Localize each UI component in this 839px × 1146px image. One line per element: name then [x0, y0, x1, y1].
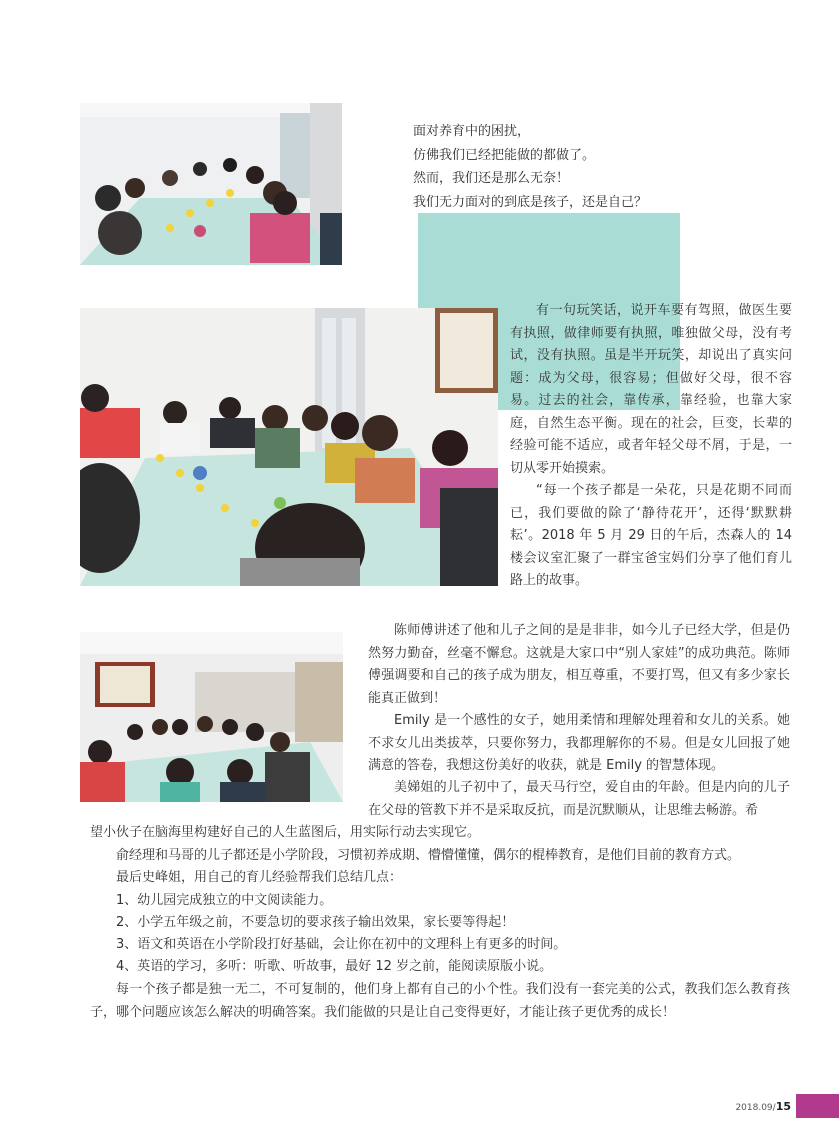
page-number: [735, 1100, 791, 1113]
tip-item: 3、语文和英语在小学阶段打好基础，会让你在初中的文理科上有更多的时间。: [116, 937, 567, 952]
paragraph-emily: Emily 是一个感性的女子，她用柔情和理解处理着和女儿的关系。她不求女儿出类拔萃，只要你努力，我都理解你的不易。但是女儿回报了她满意的答卷，我想这份美好的收获，就是 Emily 的智慧体现。: [368, 713, 790, 773]
paragraph-event: “每一个孩子都是一朵花，只是花期不同而已，我们要做的除了‘静待花开’，还得‘默默耕耘’。2018 年 5 月 29 日的午后，杰森人的 14 楼会议室汇聚了一群宝爸宝妈们分享了他们育儿路上的故事。: [510, 483, 792, 588]
poem-line: 仿佛我们已经把能做的都做了。: [413, 147, 596, 163]
paragraph-yu: 俞经理和马哥的儿子都还是小学阶段，习惯初养成期、懵懵懂懂，偶尔的棍棒教育，是他们目前的教育方式。: [116, 848, 741, 863]
meeting-photo-3: [80, 632, 343, 802]
meeting-photo-2: [80, 308, 498, 586]
intro-poem: [413, 120, 713, 214]
paragraph-meidi: 美娣姐的儿子初中了，最天马行空，爱自由的年龄。但是内向的儿子在父母的管教下并不是采取反抗，而是沉默顺从，让思维去畅游。希: [368, 780, 790, 818]
page-number-value: 15: [775, 1100, 791, 1113]
issue-date: 2018.09/: [735, 1103, 776, 1113]
poem-line: 我们无力面对的到底是孩子，还是自己？: [413, 194, 648, 210]
paragraph-intro: 有一句玩笑话，说开车要有驾照，做医生要有执照，做律师要有执照，唯独做父母，没有考试，没有执照。虽是半开玩笑，却说出了真实问题：成为父母，很容易；但做好父母，很不容易。过去的社会，靠传承，靠经验，也靠大家庭，自然生态平衡。现在的社会，巨变，长辈的经验可能不适应，或者年轻父母不屑，于是，一切从零开始摸索。: [510, 303, 792, 476]
poem-line: 面对养育中的困扰，: [413, 124, 531, 139]
paragraph-chen: 陈师傅讲述了他和儿子之间的是是非非，如今儿子已经大学，但是仍然努力勤奋，丝毫不懈怠。这就是大家口中“别人家娃”的成功典范。陈师傅强调要和自己的孩子成为朋友，相互尊重，不要打骂，但又有多少家长能真正做到！: [368, 623, 790, 706]
footer-accent-bar: [796, 1094, 839, 1118]
paragraph-summary-intro: 最后史峰姐，用自己的育儿经验帮我们总结几点：: [116, 870, 403, 885]
paragraph-meidi-continued: 望小伙子在脑海里构建好自己的人生蓝图后，用实际行动去实现它。: [90, 825, 481, 840]
meeting-photo-1: [80, 103, 342, 265]
tip-item: 1、幼儿园完成独立的中文阅读能力。: [116, 893, 333, 908]
tip-item: 4、英语的学习，多听：听歌、听故事，最好 12 岁之前，能阅读原版小说。: [116, 959, 553, 974]
poem-line: 然而，我们还是那么无奈！: [413, 171, 570, 186]
tip-item: 2、小学五年级之前，不要急切的要求孩子输出效果，家长要等得起！: [116, 915, 515, 930]
paragraph-conclusion: 每一个孩子都是独一无二，不可复制的，他们身上都有自己的小个性。我们没有一套完美的公式，教我们怎么教育孩子，哪个问题应该怎么解决的明确答案。我们能做的只是让自己变得更好，才能让孩子更优秀的成长！: [90, 982, 790, 1020]
